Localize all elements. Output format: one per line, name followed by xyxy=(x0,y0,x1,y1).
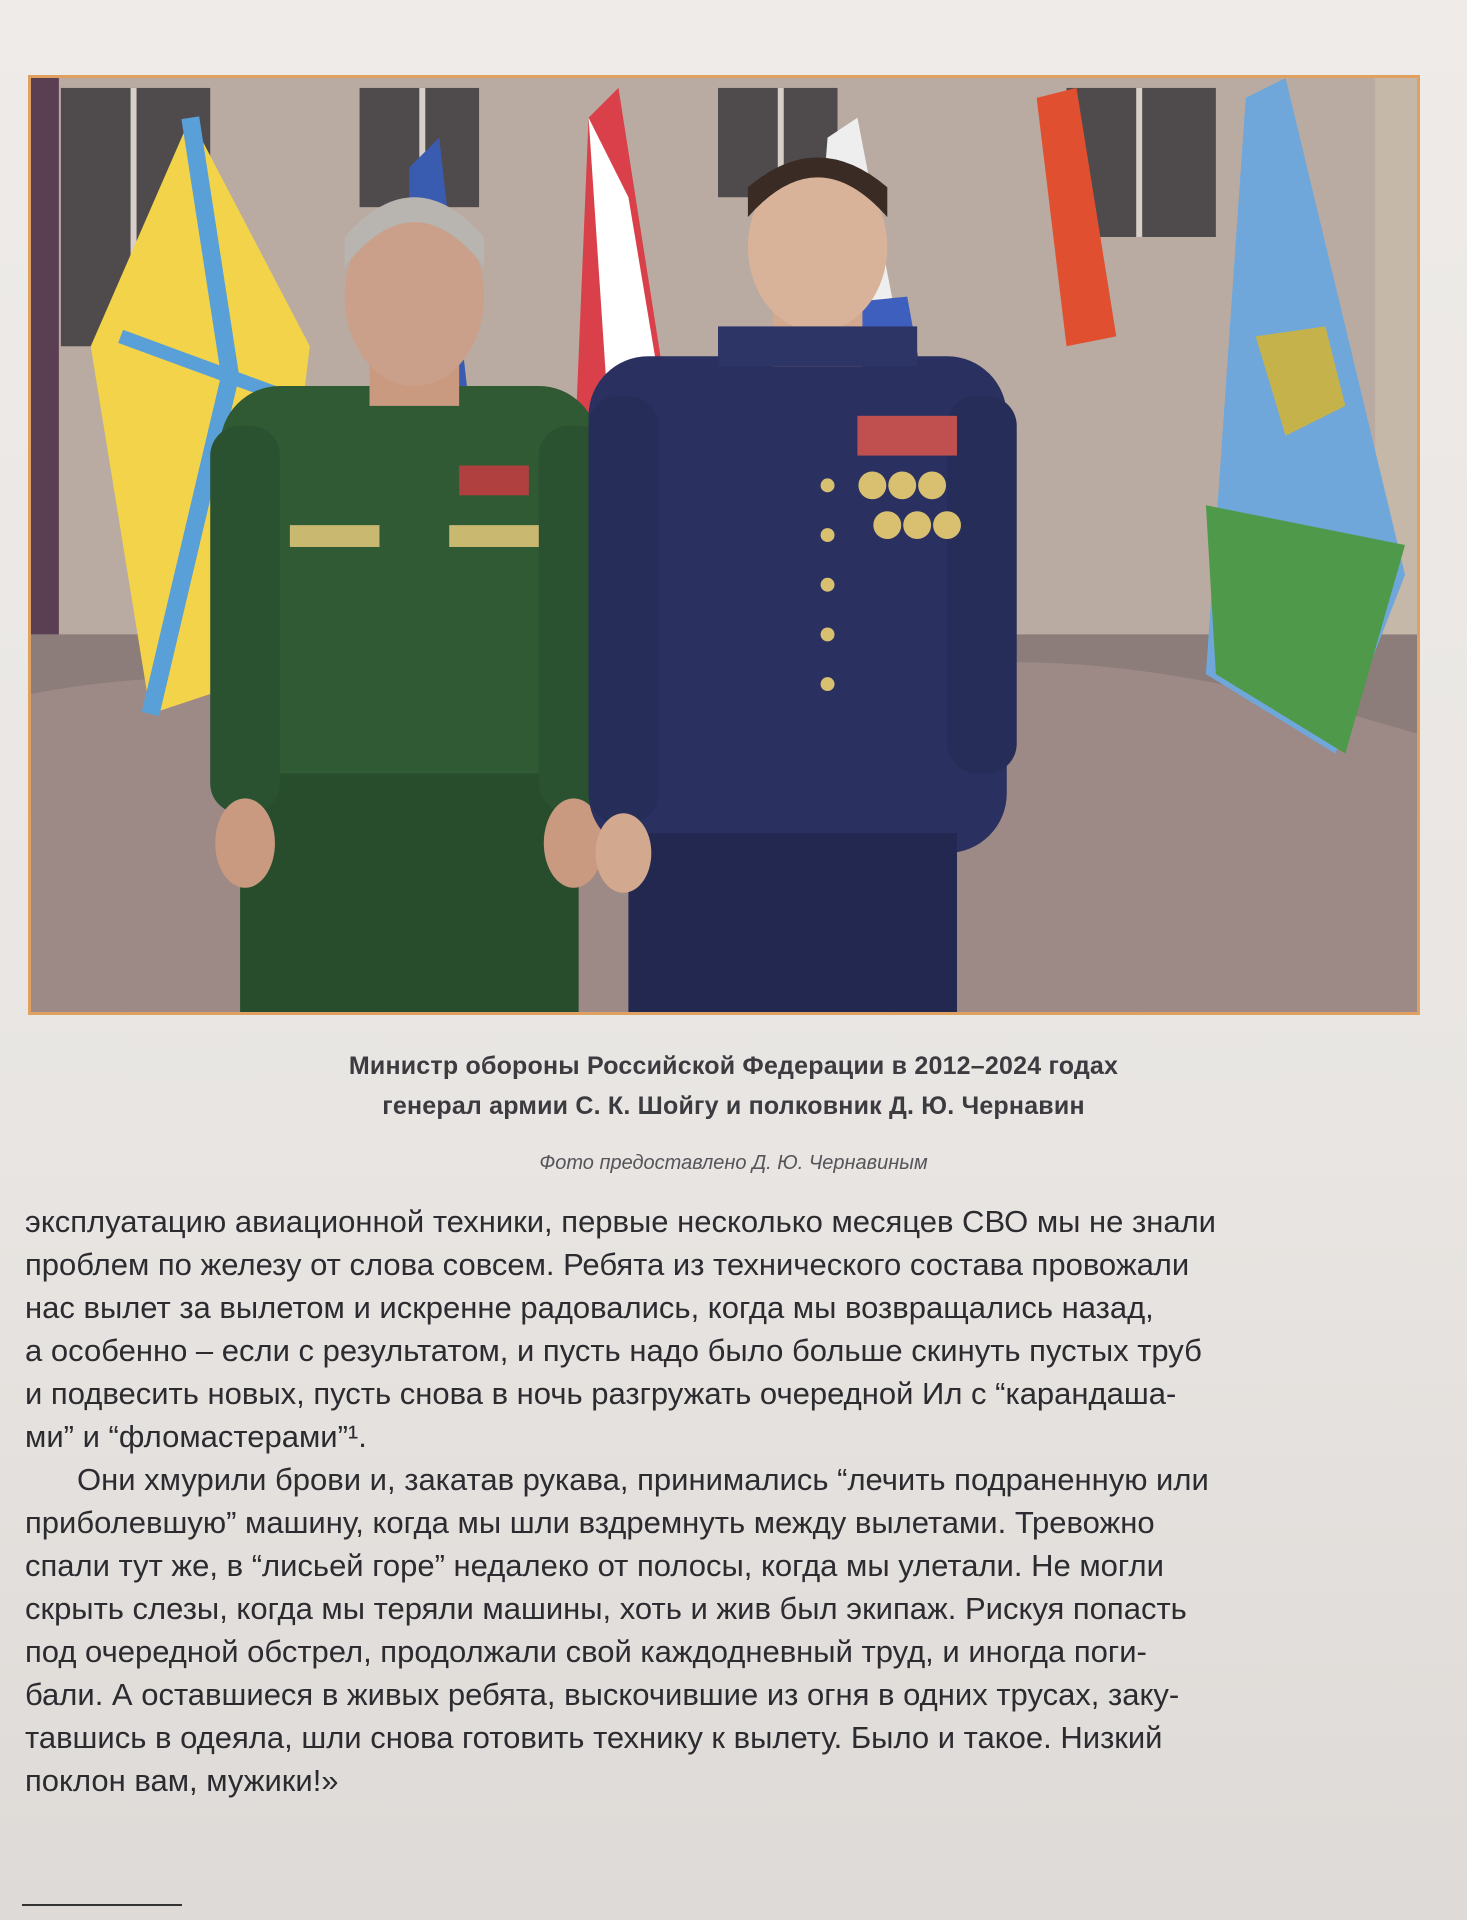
text-line: а особенно – если с результатом, и пусть надо было больше скинуть пустых труб xyxy=(25,1333,1202,1368)
text-line: Они хмурили брови и, закатав рукава, принимались “лечить подраненную или xyxy=(77,1462,1209,1497)
caption-line-1: Министр обороны Российской Федерации в 2012–2024 годах xyxy=(348,1052,1119,1080)
text-line: и подвесить новых, пусть снова в ночь разгружать очередной Ил с “карандаша- xyxy=(25,1376,1177,1411)
text-line: бали. А оставшиеся в живых ребята, выскочившие из огня в одних трусах, заку- xyxy=(25,1677,1180,1712)
text-line: тавшись в одеяла, шли снова готовить технику к вылету. Было и такое. Низкий xyxy=(25,1720,1163,1755)
text-line: скрыть слезы, когда мы теряли машины, хоть и жив был экипаж. Рискуя попасть xyxy=(25,1591,1187,1626)
text-line: под очередной обстрел, продолжали свой каждодневный труд, и иногда поги- xyxy=(25,1634,1147,1669)
text-line: спали тут же, в “лисьей горе” недалеко от полосы, когда мы улетали. Не могли xyxy=(25,1548,1164,1583)
body-text xyxy=(25,1200,1425,1802)
photo-credit: Фото предоставлено Д. Ю. Чернавиным xyxy=(539,1152,928,1174)
photo xyxy=(28,75,1420,1015)
caption-line-2: генерал армии С. К. Шойгу и полковник Д. Ю. Чернавин xyxy=(382,1092,1085,1120)
text-line: эксплуатацию авиационной техники, первые несколько месяцев СВО мы не знали xyxy=(25,1204,1216,1239)
text-line: приболевшую” машину, когда мы шли вздремнуть между вылетами. Тревожно xyxy=(25,1505,1155,1540)
text-line: поклон вам, мужики!» xyxy=(25,1763,339,1798)
photo-image xyxy=(31,78,1417,1012)
footnote-divider xyxy=(22,1904,182,1906)
text-line: проблем по железу от слова совсем. Ребята из технического состава провожали xyxy=(25,1247,1190,1282)
text-line: нас вылет за вылетом и искренне радовались, когда мы возвращались назад, xyxy=(25,1290,1154,1325)
text-line: ми” и “фломастерами”¹. xyxy=(25,1419,367,1454)
